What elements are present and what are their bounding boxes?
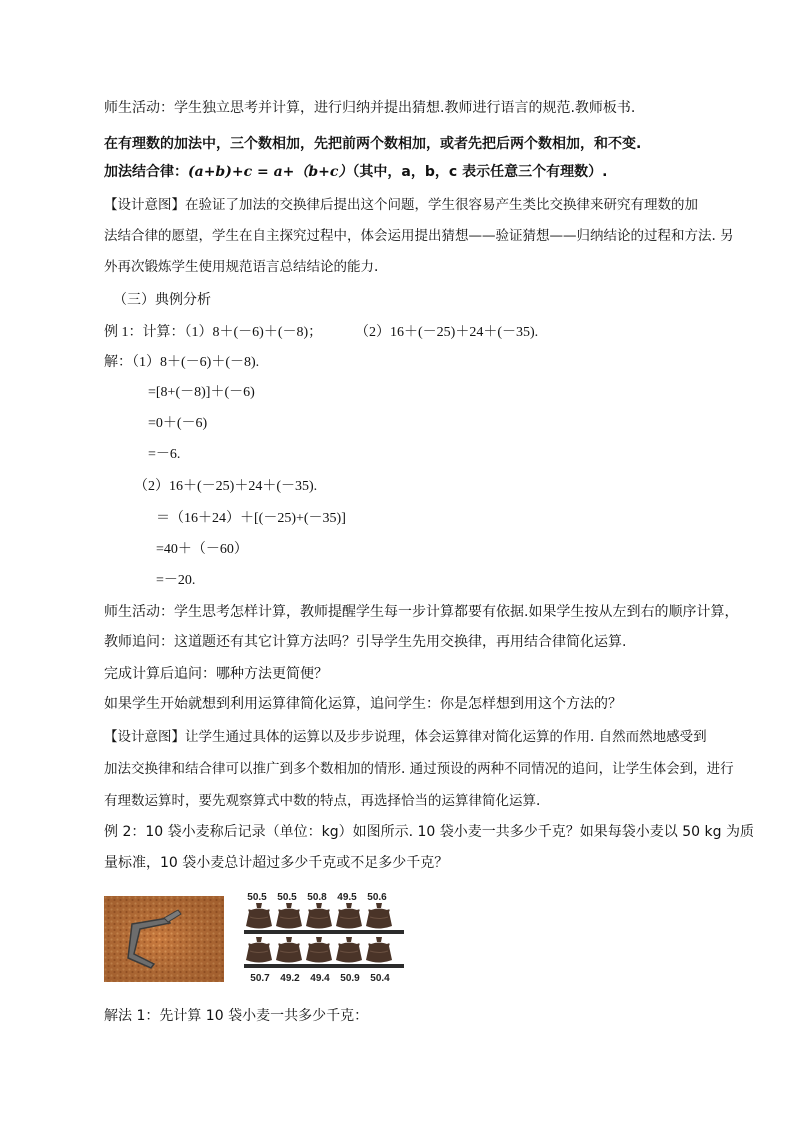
- law-formula: (a+b)+c = a+（b+c）: [188, 164, 353, 180]
- law-suffix: （其中，a，b，c 表示任意三个有理数）.: [352, 164, 608, 180]
- weight-label-top: 49.5: [337, 892, 357, 903]
- solution-2-step-1: ＝（16＋24）＋[(－25)+(－35)]: [156, 511, 346, 526]
- weight-label-bottom: 50.9: [340, 973, 360, 984]
- design-intent-1-line-3: 外再次锻炼学生使用规范语言总结结论的能力.: [104, 259, 379, 275]
- wheat-bag-icon: [246, 903, 272, 929]
- weight-label-top: 50.5: [247, 892, 267, 903]
- solution-1-heading: 解：（1）8＋(－6)＋(－8).: [104, 355, 260, 370]
- solution-2-step-2: =40＋（－60）: [156, 542, 248, 557]
- solution-1-step-3: =－6.: [148, 447, 181, 462]
- design-intent-2-line-2: 加法交换律和结合律可以推广到多个数相加的情形. 通过预设的两种不同情况的追问，让学生体会到，进行: [104, 761, 734, 777]
- weight-label-top: 50.5: [277, 892, 297, 903]
- shelf-line: [244, 964, 404, 968]
- associative-law: [104, 162, 607, 182]
- section-heading: （三）典例分析: [113, 292, 211, 308]
- design-intent-2-line-3: 有理数运算时，要先观察算式中数的特点，再选择恰当的运算律简化运算.: [104, 793, 541, 809]
- wheat-bag-icon: [306, 937, 332, 963]
- addition-rule: 在有理数的加法中，三个数相加，先把前两个数相加，或者先把后两个数相加，和不变.: [104, 136, 642, 152]
- weight-label-bottom: 49.4: [310, 973, 330, 984]
- activity-text-1: 师生活动：学生独立思考并计算，进行归纳并提出猜想.教师进行语言的规范.教师板书.: [104, 100, 636, 116]
- example-2-line-1: 例 2：10 袋小麦称后记录（单位：kg）如图所示. 10 袋小麦一共多少千克？如果每袋小麦以 50 kg 为质: [104, 824, 754, 840]
- solution-2-step-3: =－20.: [156, 573, 196, 588]
- follow-up-question-2: 如果学生开始就想到利用运算律简化运算，追问学生：你是怎样想到用这个方法的？: [104, 696, 622, 712]
- activity-text-2-line-2: 教师追问：这道题还有其它计算方法吗？引导学生先用交换律，再用结合律简化运算.: [104, 634, 627, 650]
- wheat-bag-icon: [336, 937, 362, 963]
- activity-text-2-line-1: 师生活动：学生思考怎样计算，教师提醒学生每一步计算都要有依据.如果学生按从左到右的顺序计算，: [104, 604, 739, 620]
- wheat-bag-icon: [306, 903, 332, 929]
- shelf-line: [244, 930, 404, 934]
- wheat-bag-icon: [336, 903, 362, 929]
- design-intent-1-line-1: 【设计意图】在验证了加法的交换律后提出这个问题，学生很容易产生类比交换律来研究有理数的加: [104, 197, 698, 213]
- weight-label-bottom: 50.4: [370, 973, 390, 984]
- weight-label-top: 50.6: [367, 892, 387, 903]
- example-1-question-1: 例 1：计算：（1）8＋(－6)＋(－8)；: [104, 325, 323, 340]
- wheat-bag-icon: [246, 937, 272, 963]
- example-1-question-2: （2）16＋(－25)＋24＋(－35).: [355, 325, 539, 340]
- weight-label-bottom: 49.2: [280, 973, 300, 984]
- wheat-photo: [104, 896, 224, 982]
- solution-1-step-2: =0＋(－6): [148, 416, 208, 431]
- design-intent-1-line-2: 法结合律的愿望，学生在自主探究过程中，体会运用提出猜想——验证猜想——归纳结论的过程和方法. 另: [104, 228, 734, 244]
- weight-label-top: 50.8: [307, 892, 327, 903]
- solution-1-step-1: =[8+(－8)]＋(－6): [148, 385, 255, 400]
- design-intent-2-line-1: 【设计意图】让学生通过具体的运算以及步步说理，体会运算律对简化运算的作用. 自然而然地感受到: [104, 729, 707, 745]
- follow-up-question-1: 完成计算后追问：哪种方法更简便？: [104, 666, 328, 682]
- weight-label-bottom: 50.7: [250, 973, 270, 984]
- wheat-bag-icon: [366, 903, 392, 929]
- wheat-bag-icon: [366, 937, 392, 963]
- example-2-line-2: 量标准，10 袋小麦总计超过多少千克或不足多少千克？: [104, 855, 449, 871]
- law-prefix: 加法结合律：: [104, 164, 188, 180]
- solution-method-1: 解法 1：先计算 10 袋小麦一共多少千克：: [104, 1008, 369, 1024]
- wheat-bags-figure: [244, 888, 414, 988]
- wheat-bag-icon: [276, 903, 302, 929]
- solution-2-heading: （2）16＋(－25)＋24＋(－35).: [134, 479, 318, 494]
- wheat-bag-icon: [276, 937, 302, 963]
